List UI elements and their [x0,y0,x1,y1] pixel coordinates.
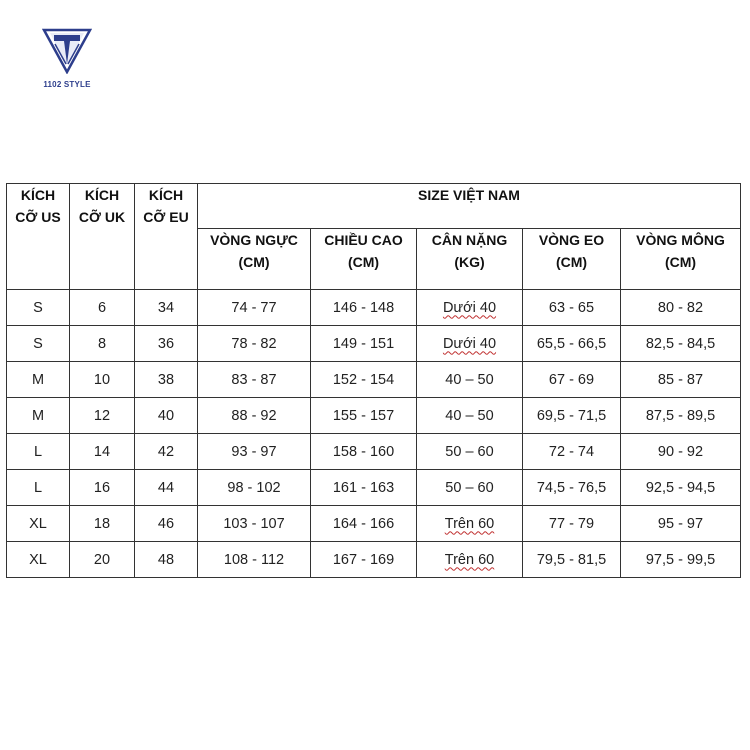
cell-weight: 50 – 60 [417,470,523,506]
cell-height: 158 - 160 [311,434,417,470]
header-weight: CÂN NẶNG (KG) [417,229,523,290]
cell-height: 167 - 169 [311,542,417,578]
cell-uk: 6 [70,290,135,326]
cell-waist: 77 - 79 [523,506,621,542]
cell-hip: 95 - 97 [621,506,741,542]
cell-waist: 79,5 - 81,5 [523,542,621,578]
table-row [7,326,741,362]
cell-chest: 98 - 102 [198,470,311,506]
cell-chest: 103 - 107 [198,506,311,542]
cell-chest: 83 - 87 [198,362,311,398]
cell-weight: Trên 60 [417,506,523,542]
cell-waist: 63 - 65 [523,290,621,326]
cell-uk: 14 [70,434,135,470]
table-row [7,398,741,434]
cell-uk: 12 [70,398,135,434]
cell-us: M [7,362,70,398]
cell-us: XL [7,506,70,542]
brand-name: 1102 STYLE [43,80,91,89]
cell-hip: 82,5 - 84,5 [621,326,741,362]
triangle-logo-icon [42,28,92,74]
header-uk-size: KÍCH CỠ UK [70,184,135,290]
cell-us: S [7,326,70,362]
cell-weight: 50 – 60 [417,434,523,470]
table-row [7,290,741,326]
cell-hip: 90 - 92 [621,434,741,470]
cell-waist: 74,5 - 76,5 [523,470,621,506]
cell-eu: 46 [135,506,198,542]
table-row [7,362,741,398]
cell-eu: 44 [135,470,198,506]
cell-height: 164 - 166 [311,506,417,542]
table-row [7,434,741,470]
cell-chest: 74 - 77 [198,290,311,326]
cell-waist: 65,5 - 66,5 [523,326,621,362]
cell-chest: 78 - 82 [198,326,311,362]
cell-height: 152 - 154 [311,362,417,398]
cell-eu: 34 [135,290,198,326]
cell-us: L [7,434,70,470]
size-chart-table [6,183,741,578]
table-row [7,470,741,506]
cell-weight: Dưới 40 [417,326,523,362]
cell-eu: 40 [135,398,198,434]
cell-chest: 88 - 92 [198,398,311,434]
cell-waist: 69,5 - 71,5 [523,398,621,434]
cell-weight: 40 – 50 [417,398,523,434]
cell-eu: 42 [135,434,198,470]
header-eu-size: KÍCH CỠ EU [135,184,198,290]
cell-chest: 108 - 112 [198,542,311,578]
cell-eu: 48 [135,542,198,578]
cell-uk: 16 [70,470,135,506]
cell-us: L [7,470,70,506]
cell-height: 146 - 148 [311,290,417,326]
cell-hip: 87,5 - 89,5 [621,398,741,434]
header-us-size: KÍCH CỠ US [7,184,70,290]
cell-us: M [7,398,70,434]
cell-uk: 10 [70,362,135,398]
cell-waist: 67 - 69 [523,362,621,398]
header-chest: VÒNG NGỰC (CM) [198,229,311,290]
cell-eu: 36 [135,326,198,362]
cell-hip: 97,5 - 99,5 [621,542,741,578]
header-waist: VÒNG EO (CM) [523,229,621,290]
brand-logo [34,28,100,98]
cell-height: 149 - 151 [311,326,417,362]
cell-us: XL [7,542,70,578]
cell-eu: 38 [135,362,198,398]
table-row [7,506,741,542]
header-hip: VÒNG MÔNG (CM) [621,229,741,290]
cell-chest: 93 - 97 [198,434,311,470]
cell-hip: 85 - 87 [621,362,741,398]
header-height: CHIỀU CAO (CM) [311,229,417,290]
table-row [7,542,741,578]
cell-height: 161 - 163 [311,470,417,506]
cell-hip: 80 - 82 [621,290,741,326]
cell-uk: 8 [70,326,135,362]
cell-hip: 92,5 - 94,5 [621,470,741,506]
cell-uk: 20 [70,542,135,578]
cell-weight: 40 – 50 [417,362,523,398]
cell-waist: 72 - 74 [523,434,621,470]
cell-us: S [7,290,70,326]
cell-weight: Dưới 40 [417,290,523,326]
cell-weight: Trên 60 [417,542,523,578]
cell-height: 155 - 157 [311,398,417,434]
cell-uk: 18 [70,506,135,542]
header-vietnam-size: SIZE VIỆT NAM [198,184,741,229]
